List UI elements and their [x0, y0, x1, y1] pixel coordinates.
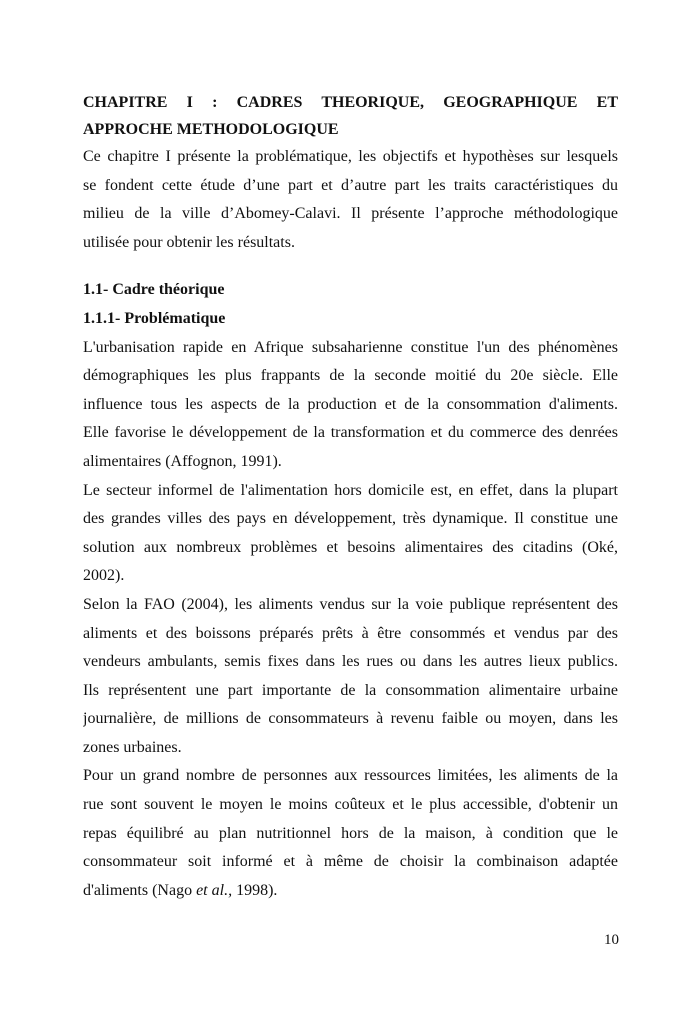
- text-line: alimentaires (Affognon, 1991).: [83, 452, 282, 470]
- text-line: [83, 877, 618, 906]
- document-page: [83, 89, 618, 905]
- text-line: journalière, de millions de consommateurs à revenu faible ou moyen, dans les: [83, 710, 618, 728]
- text-line: consommateur soit informé et à même de choisir la combinaison adaptée: [83, 853, 618, 871]
- text-line: Elle favorise le développement de la transformation et du commerce des denrées: [83, 424, 618, 442]
- text-line: aliments et des boissons préparés prêts à être consommés et vendus par des: [83, 624, 618, 642]
- italic-text: et al.,: [196, 881, 233, 899]
- text-line: repas équilibré au plan nutritionnel hors de la maison, à condition que le: [83, 824, 618, 842]
- text-line: démographiques les plus frappants de la seconde moitié du 20e siècle. Elle: [83, 367, 618, 385]
- paragraph: [83, 762, 618, 905]
- subsection-heading: 1.1.1- Problématique: [83, 309, 226, 327]
- chapter-title-line: APPROCHE METHODOLOGIQUE: [83, 121, 339, 138]
- paragraph: [83, 591, 618, 763]
- body-text: [83, 334, 618, 906]
- text-line: Pour un grand nombre de personnes aux ressources limitées, les aliments de la: [83, 767, 618, 785]
- chapter-title: [83, 89, 618, 143]
- text-line: des grandes villes des pays en développement, très dynamique. Il constitue une: [83, 510, 618, 528]
- paragraph: [83, 477, 618, 591]
- text-line: Ils représentent une part importante de la consommation alimentaire urbaine: [83, 681, 618, 699]
- text-segment: 1998).: [232, 881, 278, 899]
- paragraph: [83, 334, 618, 477]
- text-line: 2002).: [83, 567, 125, 585]
- page-number: 10: [604, 932, 619, 948]
- section-heading: 1.1- Cadre théorique: [83, 281, 225, 299]
- text-line: rue sont souvent le moyen le moins coûteux et le plus accessible, d'obtenir un: [83, 796, 618, 814]
- text-line: Le secteur informel de l'alimentation hors domicile est, en effet, dans la plupart: [83, 481, 618, 499]
- text-line: influence tous les aspects de la production et de la consommation d'aliments.: [83, 395, 618, 413]
- text-line: milieu de la ville d’Abomey-Calavi. Il présente l’approche méthodologique: [83, 205, 618, 223]
- text-line: solution aux nombreux problèmes et besoins alimentaires des citadins (Oké,: [83, 538, 618, 556]
- chapter-title-line: CHAPITRE I : CADRES THEORIQUE, GEOGRAPHIQUE ET: [83, 94, 618, 111]
- text-segment: d'aliments (Nago: [83, 881, 197, 899]
- text-line: vendeurs ambulants, semis fixes dans les rues ou dans les autres lieux publics.: [83, 653, 618, 671]
- text-line: se fondent cette étude d’une part et d’autre part les traits caractéristiques du: [83, 176, 618, 194]
- text-line: zones urbaines.: [83, 738, 182, 756]
- paragraph: [83, 143, 618, 257]
- text-line: L'urbanisation rapide en Afrique subsaharienne constitue l'un des phénomènes: [83, 338, 618, 356]
- text-line: utilisée pour obtenir les résultats.: [83, 233, 295, 251]
- text-line: Selon la FAO (2004), les aliments vendus sur la voie publique représentent des: [83, 595, 618, 613]
- text-line: Ce chapitre I présente la problématique, les objectifs et hypothèses sur lesquels: [83, 148, 618, 165]
- intro-paragraph: [83, 143, 618, 257]
